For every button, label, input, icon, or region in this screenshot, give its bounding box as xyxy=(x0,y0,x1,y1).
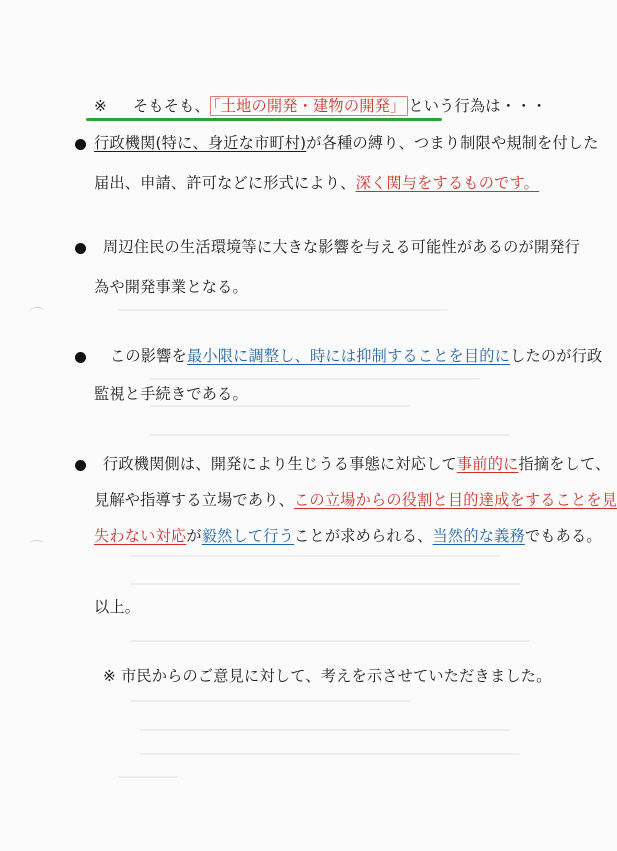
closing-label: 以上。 xyxy=(94,598,141,616)
paragraph-4-line-1 xyxy=(103,454,611,474)
heading-highlight: 「土地の開発・建物の開発」 xyxy=(210,96,408,116)
bullet-icon xyxy=(75,243,86,254)
proactive-text: 事前的に xyxy=(456,455,519,473)
bleed-through-line xyxy=(130,700,410,702)
paragraph-4-text: 見解や指導する立場であり、 xyxy=(94,491,295,509)
reference-mark: ※ xyxy=(94,97,107,115)
minimize-purpose-text: 最小限に調整し、時には抑制することを目的に xyxy=(186,347,511,365)
paragraph-4-text: ことが求められる、 xyxy=(294,527,433,545)
paragraph-2-text: 周辺住民の生活環境等に大きな影響を与える可能性があるのが開発行 xyxy=(103,238,581,256)
bleed-through-line xyxy=(150,378,480,380)
heading-prefix: そもそも、 xyxy=(133,97,210,115)
bleed-through-line xyxy=(150,434,510,436)
bleed-through-line xyxy=(130,555,500,557)
closing-text xyxy=(94,597,140,617)
bleed-through-line xyxy=(150,405,410,407)
note-text xyxy=(103,666,552,686)
paragraph-3-text: したのが行政 xyxy=(510,347,603,365)
paragraph-4-text: でもある。 xyxy=(524,527,602,545)
heading-line xyxy=(94,96,547,116)
paragraph-1-text: 届出、申請、許可などに形式により、 xyxy=(94,174,356,192)
paragraph-4-line-2 xyxy=(94,490,617,510)
paragraph-2-line-1 xyxy=(103,237,580,257)
paragraph-3-line-2 xyxy=(94,384,248,404)
bleed-through-line xyxy=(130,640,530,642)
bleed-through-line xyxy=(118,776,178,778)
bullet-icon xyxy=(75,460,86,471)
bleed-through-line xyxy=(140,729,510,731)
role-purpose-text: この立場からの役割と目的達成をすることを見 xyxy=(294,491,617,509)
bleed-through-line xyxy=(118,309,448,311)
punch-hole-mark xyxy=(30,307,44,314)
paragraph-4-text: が xyxy=(186,527,202,545)
paragraph-1-line-2 xyxy=(94,173,539,193)
paragraph-1-line-1 xyxy=(94,133,599,153)
punch-hole-mark xyxy=(30,540,44,547)
natural-duty-text: 当然的な義務 xyxy=(432,527,525,545)
bullet-icon xyxy=(75,352,86,363)
bleed-through-line xyxy=(130,583,520,585)
paragraph-2-text: 為や開発事業となる。 xyxy=(94,278,248,296)
bullet-icon xyxy=(75,139,86,150)
deep-involvement-text: 深く関与をするものです。 xyxy=(355,174,540,192)
administrative-agency-text: 行政機関(特に、身近な市町村) xyxy=(94,134,307,152)
paragraph-2-line-2 xyxy=(94,277,248,297)
paragraph-4-text: 指摘をして、 xyxy=(518,455,611,473)
bleed-through-line xyxy=(140,753,520,755)
resolute-text: 毅然して行う xyxy=(201,527,295,545)
paragraph-3-text: 監視と手続きである。 xyxy=(94,385,248,403)
heading-suffix: という行為は・・・ xyxy=(408,97,547,115)
paragraph-3-line-1 xyxy=(110,346,602,366)
green-underline xyxy=(86,118,442,121)
note-label: ※ 市民からのご意見に対して、考えを示させていただきました。 xyxy=(103,667,552,685)
paragraph-3-text: この影響を xyxy=(110,347,187,365)
response-text: 失わない対応 xyxy=(94,527,187,545)
paragraph-1-text: が各種の縛り、つまり制限や規制を付した xyxy=(306,134,599,152)
paragraph-4-line-3 xyxy=(94,526,602,546)
paragraph-4-text: 行政機関側は、開発により生じうる事態に対応して xyxy=(103,455,457,473)
